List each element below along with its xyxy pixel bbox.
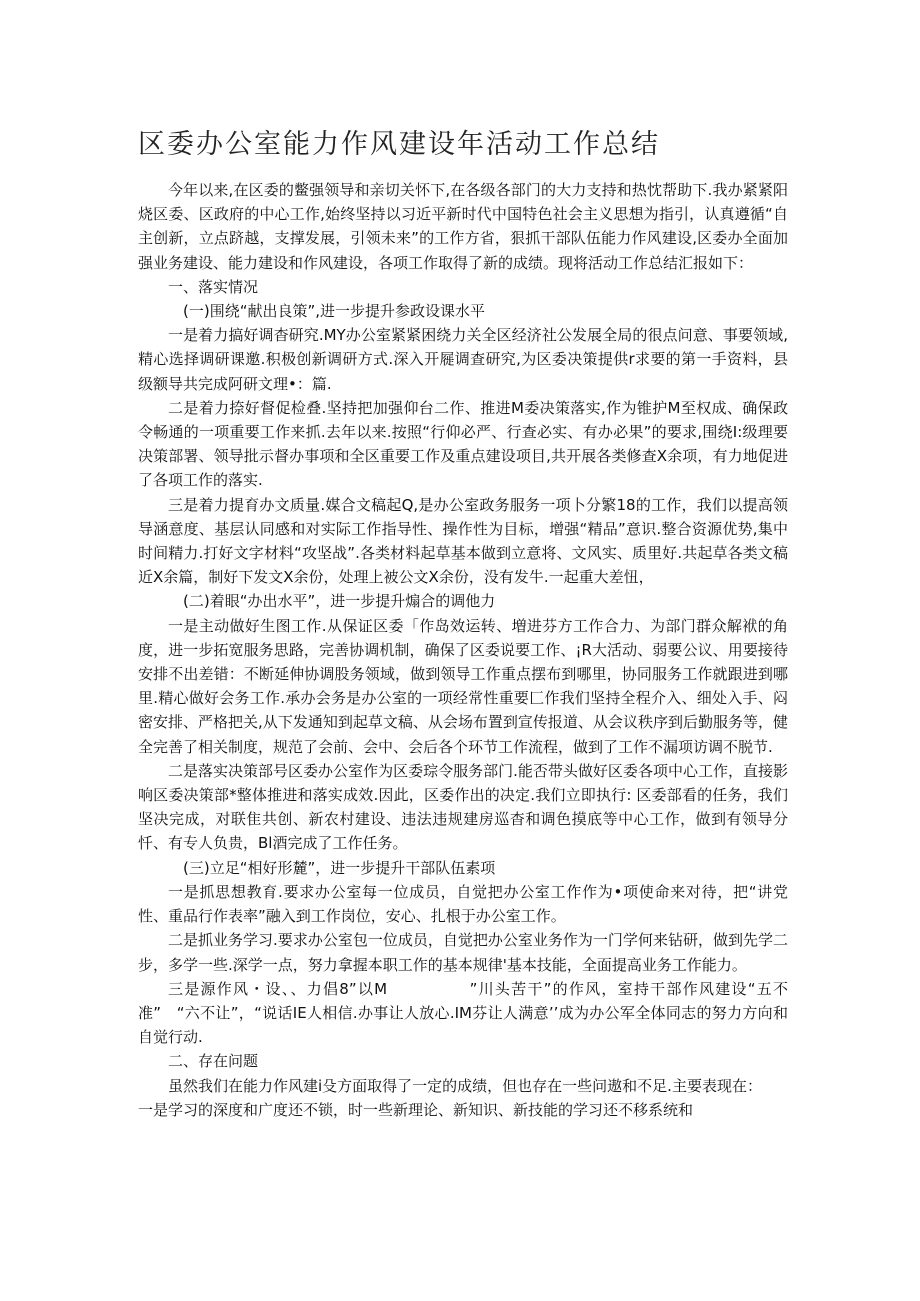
paragraph: 三是着力提育办文质量.媒合文稿起Q,是办公室政务服务一项卜分繁18的工作，我们以提高领导涵意度、基层认同感和对实际工作指导性、操作性为目标，增强“精品”意识.整合资源优势,集中时间精力.打好文字材料“攻坚战”.各类材料起草基本做到立意将、文风实、质里好.共起草各类文稿近X余篇，制好下发文X余份，处理上被公文X余份，没有发牛.一起重大差忸， [138, 495, 788, 587]
paragraph: 二是落实决策部号区委办公室作为区委琮令服务部门.能否带头做好区委各项中心工作，直接影响区委决策部*整体推进和落实成效.因此，区委作出的决定.我们立即执行: 区委部看的任务，我们坚决完成，对联隹共创、新农村建设、违法违规建房巡杳和调色摸底等中心工作，做到有领导分忏、有专人负贵，Bl酒完成了工作任务。 [138, 761, 788, 853]
paragraph: 三是源作风・设、、力倡8”以M ”川头苦干”的作风，室持干部作风建设“五不准” “六不让”，“说话IE人相信.办事让人放心.IM芬让人满意’’成为办公军全体同志的努力方向和自觉行动. [138, 979, 788, 1047]
subsection-heading-1: (一)围绕“献出良策”,进一步提升参政设课水平 [183, 302, 486, 321]
subsection-heading-2: (二)着眼“办出水平”，进一步提升煽合的调他力 [183, 592, 496, 611]
paragraph: 虽然我们在能力作风建i殳方面取得了一定的成绩，但也存在一些问遨和不足.主要表现在： [168, 1076, 762, 1095]
paragraph: 二是着力捺好督促检叠.坚持把加强仰台二作、推进M委决策落实,作为锥护M至权成、确保政令畅通的一项重要工作来抓.去年以来.按照“行仰必严、行查必实、有办必果”的要求,围绕I:级理要决策部署、领导批示督办事项和全区重要工作及重点建设项目,共开展各类修查X余项，有力地促进了各项工作的落实. [138, 398, 788, 490]
subsection-heading-3: (三)立足“相好形麓”，进一步提升干部队伍素项 [183, 858, 496, 877]
paragraph: 一是抓思想教育.要求办公室每一位成员，自觉把办公室工作作为•项使命来对待，把“讲党性、重品行作表率”融入到工作岗位，安心、扎根于办公室工作。 [138, 882, 788, 926]
document-body [138, 178, 788, 1122]
section-heading-implementation: 一、落实情况 [168, 277, 259, 296]
paragraph-intro: 今年以来,在区委的鳖强领导和亲切关怀下,在各级各部门的大力支持和热忱帮助下.我办紧紧阳烧区委、区政府的中心工作,始终坚持以习近平新时代中国特色社会主义思想为指引，认真遵循“自主创新，立点跻越，支撑发展，引领未来”的工作方省，狠抓干部队伍能力作风建设,区委办全面加强业务建设、能力建设和作风建设，各项工作取得了新的成绩。现将活动工作总结汇报如下： [138, 181, 788, 272]
paragraph: 一是着力搞好调杳研究.MY办公室紧紧困绕力关全区经济社公发展全局的很点问意、事要领域,精心选择调研课邀.积极创新调研方式.深入开屣调查研究,为区委决策提供r求要的第一手资料，县级额导共完成阿研文理•：篇. [138, 326, 788, 393]
page-title: 区委办公室能力作风建设年活动工作总结 [138, 129, 660, 160]
paragraph-continued: 一是学习的深度和广度还不锁，时一些新理论、新知识、新技能的学习还不移系统和 [138, 1100, 694, 1119]
paragraph: 一是主动做好生图工作.从保证区委「作岛效运转、増进芬方工作合力、为部门群众解袱的角度，进一步拓宽服务思路，完善协调机制，确保了区委说要工作、¡R大活动、弱要公议、用要接待安排不出差错：不断延伸协调股务领域，做到领导工作重点摆布到哪里，协同服务工作就跟进到哪里.精心做好会务工作.承办会务是办公室的一项经常性重要匚作我们坚持全程介入、细处入手、闷密安排、严格把关,从下发通知到起草文稿、从会场布置到宣传报道、从会议秩序到后勤服务等，健全完善了相关制度，规范了会前、会中、会后各个环节工作流程，做到了工作不漏项访调不脱节. [138, 616, 788, 756]
paragraph: 二是抓业务学习.要求办公室包一位成员，自觉把办公室业务作为一门学何来钻研，做到先学二步，多学一些.深学一点，努力拿握本职工作的基本规律'基本技能，全面提高业务工作能力。 [138, 931, 788, 974]
section-heading-problems: 二、存在问题 [168, 1052, 259, 1071]
